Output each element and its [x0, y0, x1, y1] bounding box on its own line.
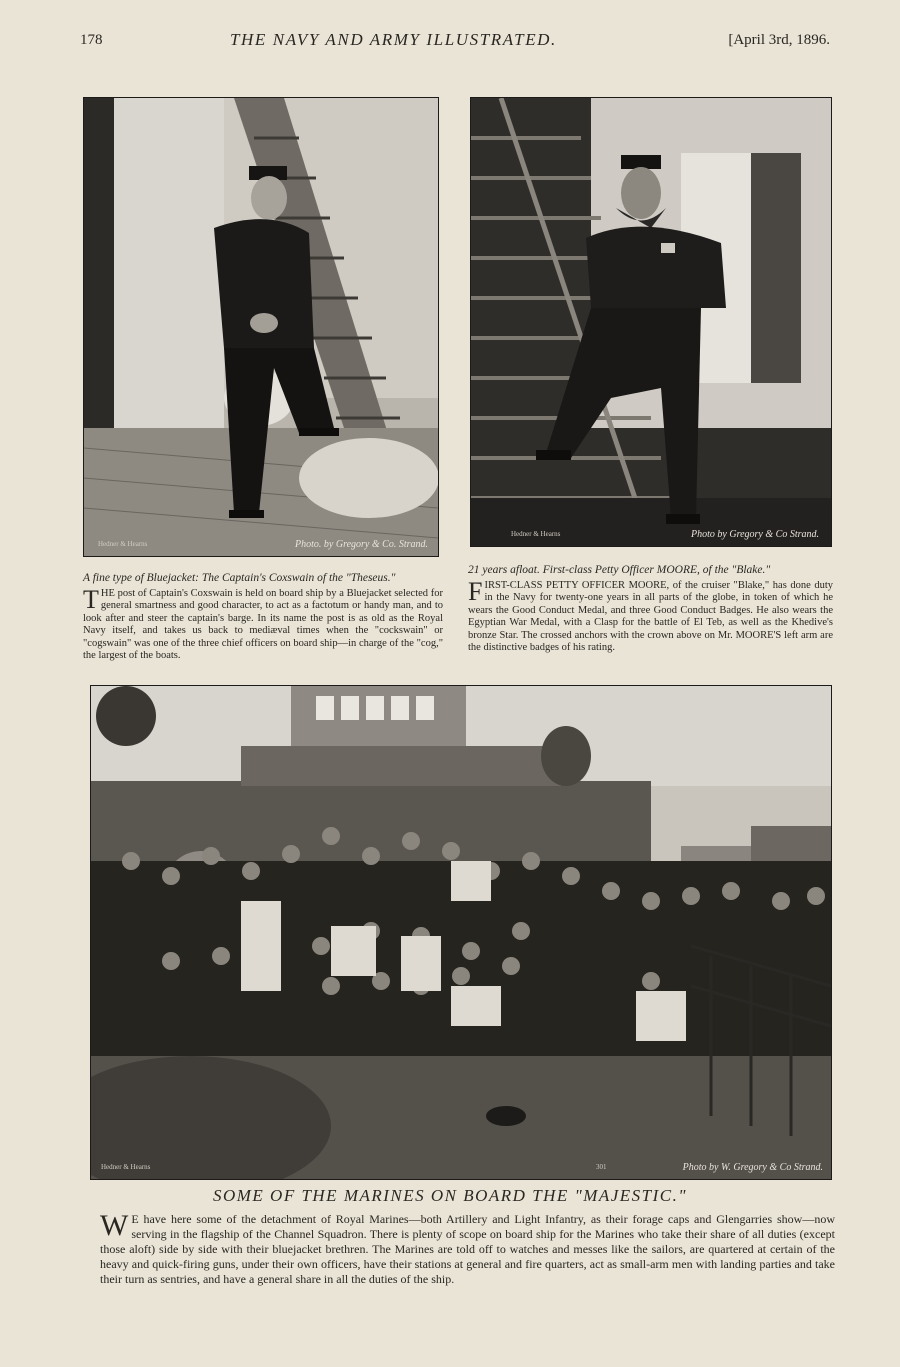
dropcap: F: [468, 577, 483, 606]
engraver-credit: Hedner & Hearns: [101, 1163, 151, 1171]
photo-marines: [90, 685, 832, 1180]
issue-date: [April 3rd, 1896.: [728, 32, 830, 48]
plate-number: 301: [596, 1163, 607, 1171]
photo-petty-officer: [470, 97, 832, 547]
dropcap: T: [83, 585, 99, 614]
photo-marines-image: [91, 686, 831, 1179]
right-caption-text: IRST-CLASS PETTY OFFICER MOORE, of the cruiser "Blake," has done duty in the Navy for twenty-one years in all parts of the globe, in token of which he wears the Good Conduct Medal, and three Good Conduct Badges. He also wears the Egyptian War Medal, with a Clasp for the battle of El Teb, as well as the Khedive's bronze Star. The crossed anchors with the crown above on Mr. MOORE'S left arm are the distinctive badges of his rating.: [468, 580, 833, 654]
photo-petty-officer-image: [471, 98, 831, 546]
running-header: [80, 30, 830, 56]
engraver-credit: Hedner & Hearns: [511, 530, 561, 538]
left-caption-text: HE post of Captain's Coxswain is held on board ship by a Bluejacket selected for general smartness and good character, to act as a factotum or handy man, and to look after and steer the captain's barge. In its name the post is as old as the Royal Navy itself, and takes us back to mediæval times when the "cockswain" or "cogswain" was one of the three chief officers on board ship—in charge of the "cog," the largest of the boats.: [83, 588, 443, 662]
page-number: 178: [80, 32, 103, 48]
marines-text: E have here some of the detachment of Royal Marines—both Artillery and Light Infantry, as their forage caps and Glengarries show—now serving in the flagship of the Channel Squadron. There is plenty of scope on board ship for the Marines who take their share of all duties (except those aloft) side by side with their bluejacket brethren. The Marines are told off to watches and messes like the sailors, are quartered at certain of the heavy and quick-firing guns, under their own officers, have their stations at general and fire quarters, act as small-arm men with landing parties and take their turn as sentries, and have a general share in all the duties of the ship.: [100, 1212, 835, 1286]
photo-coxswain: [83, 97, 439, 557]
photo-coxswain-image: [84, 98, 438, 556]
right-caption-paragraph: [468, 577, 833, 654]
publication-title: THE NAVY AND ARMY ILLUSTRATED.: [230, 30, 557, 49]
right-photo-caption: 21 years afloat. First-class Petty Officer MOORE, of the "Blake.": [468, 564, 771, 576]
marines-photo-title: SOME OF THE MARINES ON BOARD THE "MAJESTIC.": [212, 1186, 688, 1205]
photographer-credit: Photo by W. Gregory & Co Strand.: [682, 1162, 823, 1173]
marines-paragraph: [100, 1209, 835, 1287]
left-caption-paragraph: [83, 585, 443, 662]
engraver-credit: Hedner & Hearns: [98, 540, 148, 548]
left-photo-caption: A fine type of Bluejacket: The Captain's Coxswain of the "Theseus.": [83, 572, 396, 584]
photographer-credit: Photo by Gregory & Co Strand.: [691, 529, 819, 540]
photographer-credit: Photo. by Gregory & Co. Strand.: [295, 539, 428, 550]
dropcap: W: [100, 1209, 129, 1242]
